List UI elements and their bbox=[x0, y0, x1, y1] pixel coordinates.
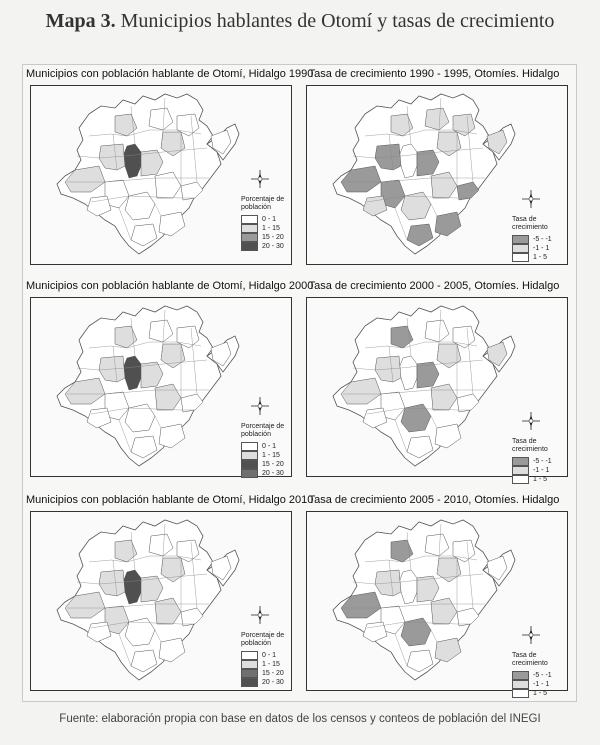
legend-swatch bbox=[241, 660, 258, 669]
legend-label: 20 - 30 bbox=[262, 679, 284, 686]
legend-item bbox=[241, 224, 287, 233]
legend-item bbox=[241, 678, 287, 687]
legend-label: 0 - 1 bbox=[262, 652, 277, 659]
legend-swatch bbox=[512, 457, 529, 466]
legend-item bbox=[241, 215, 287, 224]
legend-label: 1 - 15 bbox=[262, 225, 280, 232]
legend-item bbox=[241, 469, 287, 478]
municipality-s3 bbox=[159, 212, 185, 236]
legend-swatch bbox=[241, 469, 258, 478]
legend-label: -1 - 1 bbox=[533, 245, 550, 252]
source-note: Fuente: elaboración propia con base en datos de los censos y conteos de población del INEGI bbox=[59, 713, 541, 725]
legend-item bbox=[512, 235, 558, 244]
map-title: Municipios con población hablante de Otomí, Hidalgo 2000 bbox=[26, 280, 314, 292]
map-frame bbox=[30, 511, 292, 691]
legend-label: 20 - 30 bbox=[262, 470, 284, 477]
map-panel-6 bbox=[302, 494, 566, 697]
legend-label: -1 - 1 bbox=[533, 467, 550, 474]
legend-item bbox=[241, 233, 287, 242]
legend-label: 0 - 1 bbox=[262, 443, 277, 450]
legend-label: -5 - -1 bbox=[533, 458, 552, 465]
legend-title: Porcentaje de población bbox=[241, 423, 285, 438]
legend-label: 20 - 30 bbox=[262, 243, 284, 250]
legend-swatch bbox=[241, 460, 258, 469]
legend-item bbox=[512, 671, 558, 680]
legend-item bbox=[512, 475, 558, 484]
legend-title: Tasa de crecimiento bbox=[512, 652, 548, 667]
map-legend bbox=[241, 423, 287, 478]
legend-label: 1 - 15 bbox=[262, 452, 280, 459]
legend-swatch bbox=[241, 233, 258, 242]
map-legend bbox=[512, 216, 558, 262]
legend-label: 1 - 15 bbox=[262, 661, 280, 668]
legend-item bbox=[512, 457, 558, 466]
legend-label: -5 - -1 bbox=[533, 236, 552, 243]
legend-item bbox=[241, 651, 287, 660]
municipality-s3 bbox=[159, 424, 185, 448]
map-legend bbox=[512, 438, 558, 484]
map-title: Municipios con población hablante de Otomí, Hidalgo 2010 bbox=[26, 494, 314, 506]
map-panel-5 bbox=[26, 494, 314, 694]
figure-label: Mapa 3. bbox=[45, 10, 116, 32]
legend-item bbox=[512, 689, 558, 698]
map-legend bbox=[241, 196, 287, 251]
map-title: Tasa de crecimiento 2005 - 2010, Otomíes. Hidalgo bbox=[308, 494, 560, 506]
municipality-s3 bbox=[435, 638, 461, 662]
legend-item bbox=[512, 253, 558, 262]
legend-item bbox=[512, 244, 558, 253]
map-title: Tasa de crecimiento 1990 - 1995, Otomíes. Hidalgo bbox=[308, 68, 560, 80]
map-legend bbox=[241, 632, 287, 687]
map-frame bbox=[306, 297, 568, 483]
legend-label: 15 - 20 bbox=[262, 670, 284, 677]
legend-title: Porcentaje de población bbox=[241, 196, 285, 211]
legend-swatch bbox=[241, 669, 258, 678]
legend-swatch bbox=[512, 671, 529, 680]
legend-item bbox=[241, 451, 287, 460]
legend-item bbox=[241, 660, 287, 669]
legend-swatch bbox=[241, 242, 258, 251]
legend-swatch bbox=[512, 253, 529, 262]
legend-swatch bbox=[512, 244, 529, 253]
map-title: Tasa de crecimiento 2000 - 2005, Otomíes. Hidalgo bbox=[308, 280, 560, 292]
legend-swatch bbox=[512, 235, 529, 244]
municipality-s3 bbox=[435, 424, 461, 448]
map-frame bbox=[306, 85, 568, 265]
map-legend bbox=[512, 652, 558, 698]
legend-label: 1 - 5 bbox=[533, 254, 548, 261]
figure-caption: Municipios hablantes de Otomí y tasas de crecimiento bbox=[120, 10, 555, 32]
legend-swatch bbox=[241, 442, 258, 451]
legend-title: Tasa de crecimiento bbox=[512, 216, 548, 231]
map-panel-4 bbox=[302, 280, 566, 483]
legend-label: -5 - -1 bbox=[533, 672, 552, 679]
legend-item bbox=[241, 442, 287, 451]
legend-label: 0 - 1 bbox=[262, 216, 277, 223]
legend-swatch bbox=[512, 466, 529, 475]
municipality-s3 bbox=[159, 638, 185, 662]
legend-label: 15 - 20 bbox=[262, 461, 284, 468]
legend-swatch bbox=[241, 215, 258, 224]
legend-title: Tasa de crecimiento bbox=[512, 438, 548, 453]
legend-title: Porcentaje de población bbox=[241, 632, 285, 647]
map-panel-2 bbox=[302, 68, 566, 268]
legend-label: 1 - 5 bbox=[533, 690, 548, 697]
legend-swatch bbox=[512, 689, 529, 698]
map-frame bbox=[306, 511, 568, 697]
legend-item bbox=[241, 242, 287, 251]
municipality-s3 bbox=[435, 212, 461, 236]
map-frame bbox=[30, 297, 292, 477]
map-frame bbox=[30, 85, 292, 265]
map-panel-3 bbox=[26, 280, 314, 480]
legend-item bbox=[241, 669, 287, 678]
legend-swatch bbox=[241, 451, 258, 460]
map-panel-1 bbox=[26, 68, 314, 268]
legend-item bbox=[512, 680, 558, 689]
legend-swatch bbox=[512, 680, 529, 689]
legend-item bbox=[241, 460, 287, 469]
legend-item bbox=[512, 466, 558, 475]
legend-swatch bbox=[241, 678, 258, 687]
legend-swatch bbox=[241, 651, 258, 660]
legend-label: 1 - 5 bbox=[533, 476, 548, 483]
legend-label: 15 - 20 bbox=[262, 234, 284, 241]
legend-swatch bbox=[241, 224, 258, 233]
map-title: Municipios con población hablante de Otomí, Hidalgo 1990 bbox=[26, 68, 314, 80]
legend-swatch bbox=[512, 475, 529, 484]
page-title bbox=[0, 10, 600, 33]
legend-label: -1 - 1 bbox=[533, 681, 550, 688]
